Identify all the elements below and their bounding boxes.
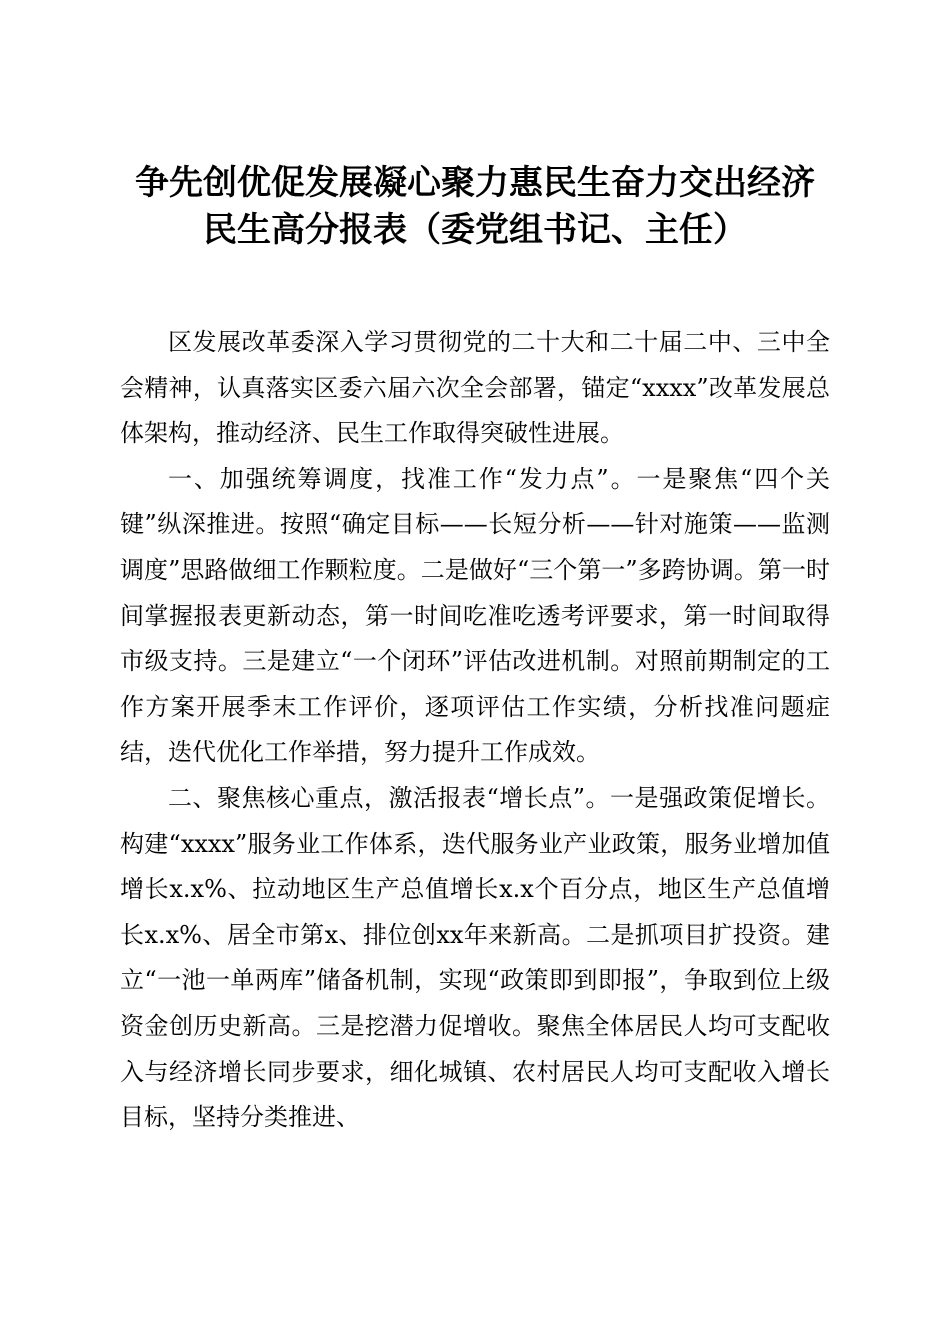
paragraph-section-2: 二、聚焦核心重点，激活报表“增长点”。一是强政策促增长。构建“xxxx”服务业工作体系，迭代服务业产业政策，服务业增加值增长x.x%、拉动地区生产总值增长x.x个百分点，地区生产总值增长x.x%、居全市第x、排位创xx年来新高。二是抓项目扩投资。建立“一池一单两库”储备机制，实现“政策即到即报”，争取到位上级资金创历史新高。三是挖潜力促增收。聚焦全体居民人均可支配收入与经济增长同步要求，细化城镇、农村居民人均可支配收入增长目标，坚持分类推进、 [120,783,830,1132]
document-body [120,320,830,1141]
title-line-1: 争先创优促发展凝心聚力惠民生奋力交出经济 [135,163,815,203]
paragraph-intro: 区发展改革委深入学习贯彻党的二十大和二十届二中、三中全会精神，认真落实区委六届六次全会部署，锚定“xxxx”改革发展总体架构，推动经济、民生工作取得突破性进展。 [120,328,830,448]
paragraph-section-1: 一、加强统筹调度，找准工作“发力点”。一是聚焦“四个关键”纵深推进。按照“确定目标——长短分析——针对施策——监测调度”思路做细工作颗粒度。二是做好“三个第一”多跨协调。第一时间掌握报表更新动态，第一时间吃准吃透考评要求，第一时间取得市级支持。三是建立“一个闭环”评估改进机制。对照前期制定的工作方案开展季末工作评价，逐项评估工作实绩，分析找准问题症结，迭代优化工作举措，努力提升工作成效。 [120,464,830,767]
title-line-2: 民生高分报表（委党组书记、主任） [203,210,747,250]
document-title [90,160,860,254]
